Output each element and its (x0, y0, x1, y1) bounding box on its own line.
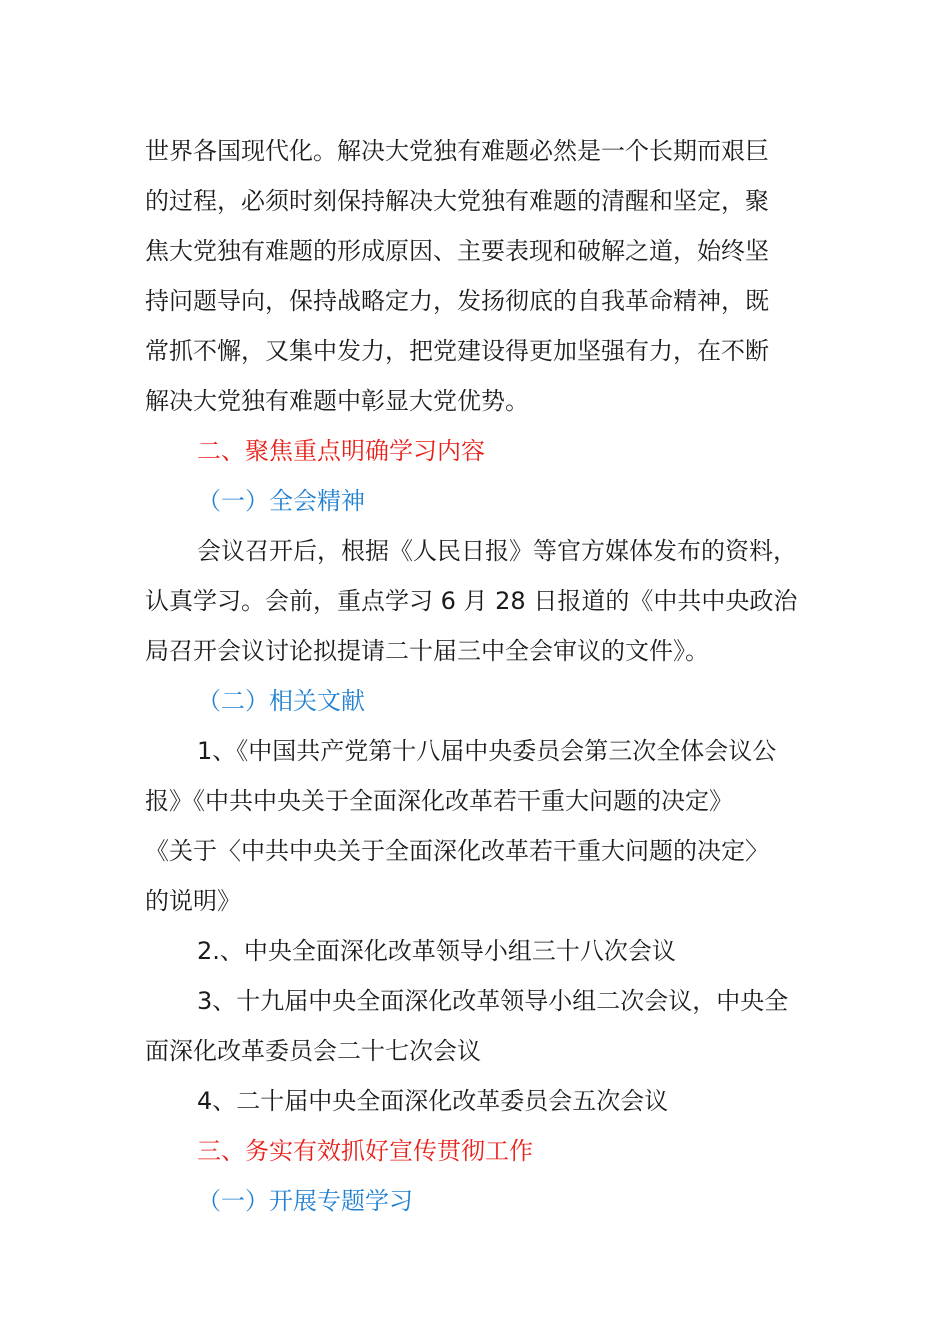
text-line: 常抓不懈，又集中发力，把党建设得更加坚强有力，在不断 (145, 337, 769, 365)
list-item (145, 976, 810, 1076)
subsection-heading-2-2: （二）相关文献 (197, 687, 365, 715)
text-line: 认真学习。会前，重点学习 6 月 28 日报道的《中共中央政治 (145, 587, 798, 615)
text-line: 的说明》 (145, 887, 241, 915)
list-item: 4、二十届中央全面深化改革委员会五次会议 (197, 1087, 669, 1115)
text-line: 解决大党独有难题中彰显大党优势。 (145, 387, 529, 415)
text-line: 面深化改革委员会二十七次会议 (145, 1037, 481, 1065)
list-item: 2.、中央全面深化改革领导小组三十八次会议 (197, 937, 676, 965)
section-heading-2: 二、聚焦重点明确学习内容 (197, 437, 485, 465)
text-line: 报》《中共中央关于全面深化改革若干重大问题的决定》 (145, 787, 733, 815)
document-page (145, 126, 810, 1226)
text-line: 焦大党独有难题的形成原因、主要表现和破解之道，始终坚 (145, 237, 769, 265)
paragraph-plenary-spirit (145, 526, 810, 676)
text-line: 的过程，必须时刻保持解决大党独有难题的清醒和坚定，聚 (145, 187, 769, 215)
text-line: 1、《中国共产党第十八届中央委员会第三次全体会议公 (197, 737, 777, 765)
subsection-heading-3-1: （一）开展专题学习 (197, 1187, 413, 1215)
paragraph-continuation (145, 126, 810, 426)
text-line: 世界各国现代化。解决大党独有难题必然是一个长期而艰巨 (145, 137, 769, 165)
text-line: 3、十九届中央全面深化改革领导小组二次会议，中央全 (197, 987, 789, 1015)
subsection-heading-2-1: （一）全会精神 (197, 487, 365, 515)
section-heading-3: 三、务实有效抓好宣传贯彻工作 (197, 1137, 533, 1165)
text-line: 会议召开后，根据《人民日报》等官方媒体发布的资料， (197, 537, 797, 565)
text-line: 《关于〈中共中央关于全面深化改革若干重大问题的决定〉 (145, 837, 769, 865)
text-line: 持问题导向，保持战略定力，发扬彻底的自我革命精神，既 (145, 287, 769, 315)
list-item (145, 726, 810, 926)
text-line: 局召开会议讨论拟提请二十届三中全会审议的文件》。 (145, 637, 709, 665)
